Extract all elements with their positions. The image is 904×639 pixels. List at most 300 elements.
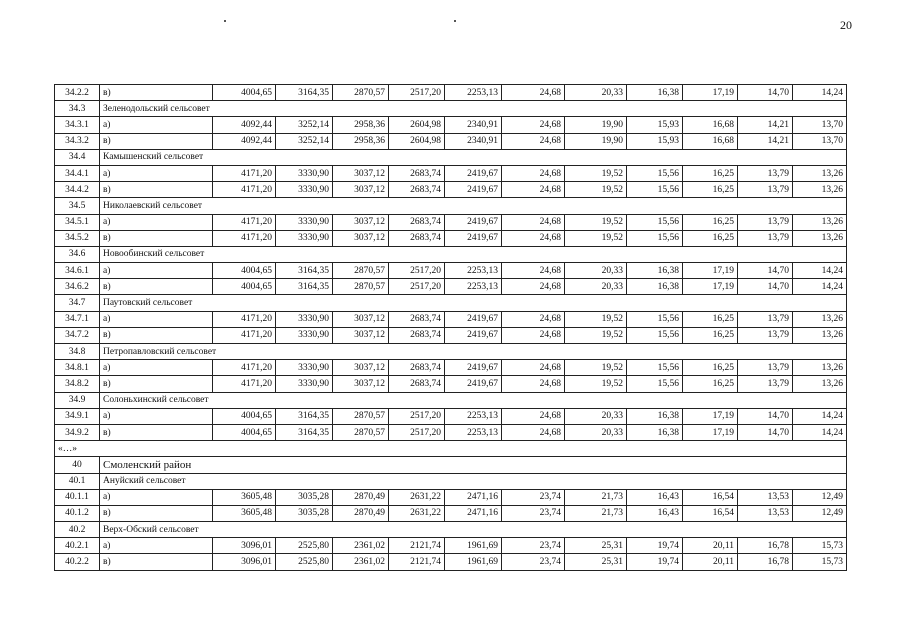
value-cell: 4171,20 xyxy=(213,311,276,327)
value-cell: 14,24 xyxy=(793,263,847,279)
section-row xyxy=(55,246,847,262)
value-cell: 13,79 xyxy=(738,376,793,392)
value-cell: 16,38 xyxy=(627,424,683,440)
value-cell: 4171,20 xyxy=(213,182,276,198)
row-label: в) xyxy=(100,279,213,295)
table-row xyxy=(55,85,847,101)
value-cell: 15,56 xyxy=(627,165,683,181)
value-cell: 2419,67 xyxy=(445,165,502,181)
value-cell: 2870,57 xyxy=(333,424,389,440)
section-title: Камышенский сельсовет xyxy=(100,149,847,165)
value-cell: 3037,12 xyxy=(333,230,389,246)
value-cell: 3037,12 xyxy=(333,376,389,392)
table-row xyxy=(55,133,847,149)
table-row xyxy=(55,165,847,181)
row-code: 40.1.2 xyxy=(55,505,100,521)
table-row xyxy=(55,554,847,570)
section-title: Паутовский сельсовет xyxy=(100,295,847,311)
value-cell: 24,68 xyxy=(502,311,565,327)
value-cell: 13,79 xyxy=(738,311,793,327)
section-row xyxy=(55,101,847,117)
value-cell: 2870,49 xyxy=(333,505,389,521)
value-cell: 16,68 xyxy=(683,117,738,133)
value-cell: 24,68 xyxy=(502,85,565,101)
value-cell: 24,68 xyxy=(502,263,565,279)
value-cell: 13,79 xyxy=(738,360,793,376)
section-row xyxy=(55,392,847,408)
value-cell: 2631,22 xyxy=(389,489,445,505)
value-cell: 14,70 xyxy=(738,424,793,440)
value-cell: 2958,36 xyxy=(333,133,389,149)
section-title: Петропавловский сельсовет xyxy=(100,344,847,360)
value-cell: 2253,13 xyxy=(445,263,502,279)
section-title: Зеленодольский сельсовет xyxy=(100,101,847,117)
value-cell: 16,25 xyxy=(683,182,738,198)
value-cell: 20,33 xyxy=(565,408,627,424)
section-code: 40.2 xyxy=(55,522,100,538)
value-cell: 14,70 xyxy=(738,263,793,279)
value-cell: 13,26 xyxy=(793,327,847,343)
section-title: Новообинский сельсовет xyxy=(100,246,847,262)
ellipsis-row xyxy=(55,441,847,457)
value-cell: 3330,90 xyxy=(276,376,333,392)
value-cell: 15,73 xyxy=(793,538,847,554)
value-cell: 24,68 xyxy=(502,424,565,440)
value-cell: 16,25 xyxy=(683,230,738,246)
value-cell: 3252,14 xyxy=(276,117,333,133)
value-cell: 2419,67 xyxy=(445,182,502,198)
row-label: в) xyxy=(100,505,213,521)
value-cell: 13,26 xyxy=(793,182,847,198)
value-cell: 19,52 xyxy=(565,230,627,246)
value-cell: 3037,12 xyxy=(333,165,389,181)
value-cell: 3037,12 xyxy=(333,327,389,343)
value-cell: 3035,28 xyxy=(276,489,333,505)
value-cell: 2121,74 xyxy=(389,538,445,554)
value-cell: 14,70 xyxy=(738,279,793,295)
scan-dot xyxy=(454,20,456,22)
value-cell: 16,78 xyxy=(738,554,793,570)
value-cell: 13,79 xyxy=(738,165,793,181)
value-cell: 3164,35 xyxy=(276,263,333,279)
value-cell: 17,19 xyxy=(683,424,738,440)
table-row xyxy=(55,408,847,424)
section-row xyxy=(55,344,847,360)
section-row xyxy=(55,473,847,489)
value-cell: 2517,20 xyxy=(389,263,445,279)
value-cell: 20,33 xyxy=(565,424,627,440)
value-cell: 13,79 xyxy=(738,182,793,198)
row-code: 34.4.1 xyxy=(55,165,100,181)
value-cell: 3330,90 xyxy=(276,214,333,230)
district-row xyxy=(55,457,847,473)
row-code: 34.2.2 xyxy=(55,85,100,101)
value-cell: 14,24 xyxy=(793,279,847,295)
value-cell: 3035,28 xyxy=(276,505,333,521)
value-cell: 20,33 xyxy=(565,263,627,279)
value-cell: 19,74 xyxy=(627,554,683,570)
row-label: а) xyxy=(100,165,213,181)
value-cell: 4171,20 xyxy=(213,214,276,230)
row-code: 40.1.1 xyxy=(55,489,100,505)
table-row xyxy=(55,505,847,521)
value-cell: 12,49 xyxy=(793,489,847,505)
value-cell: 15,56 xyxy=(627,327,683,343)
row-code: 34.8.2 xyxy=(55,376,100,392)
value-cell: 23,74 xyxy=(502,538,565,554)
value-cell: 2683,74 xyxy=(389,214,445,230)
table-row xyxy=(55,360,847,376)
value-cell: 4004,65 xyxy=(213,424,276,440)
row-label: в) xyxy=(100,133,213,149)
value-cell: 16,38 xyxy=(627,85,683,101)
value-cell: 13,26 xyxy=(793,360,847,376)
value-cell: 4171,20 xyxy=(213,230,276,246)
page-number: 20 xyxy=(840,18,852,32)
table-row xyxy=(55,489,847,505)
value-cell: 19,52 xyxy=(565,360,627,376)
value-cell: 14,24 xyxy=(793,85,847,101)
value-cell: 4171,20 xyxy=(213,327,276,343)
value-cell: 24,68 xyxy=(502,165,565,181)
value-cell: 2340,91 xyxy=(445,133,502,149)
value-cell: 3330,90 xyxy=(276,360,333,376)
value-cell: 16,68 xyxy=(683,133,738,149)
value-cell: 23,74 xyxy=(502,554,565,570)
table-row xyxy=(55,279,847,295)
row-code: 34.3.2 xyxy=(55,133,100,149)
value-cell: 16,43 xyxy=(627,489,683,505)
value-cell: 2870,57 xyxy=(333,85,389,101)
value-cell: 2517,20 xyxy=(389,279,445,295)
value-cell: 21,73 xyxy=(565,489,627,505)
value-cell: 3605,48 xyxy=(213,505,276,521)
value-cell: 2631,22 xyxy=(389,505,445,521)
value-cell: 2683,74 xyxy=(389,327,445,343)
value-cell: 16,25 xyxy=(683,327,738,343)
row-label: а) xyxy=(100,360,213,376)
value-cell: 13,70 xyxy=(793,117,847,133)
section-row xyxy=(55,149,847,165)
value-cell: 15,56 xyxy=(627,360,683,376)
value-cell: 13,53 xyxy=(738,489,793,505)
section-code: 34.5 xyxy=(55,198,100,214)
value-cell: 2361,02 xyxy=(333,554,389,570)
value-cell: 16,78 xyxy=(738,538,793,554)
row-code: 34.7.2 xyxy=(55,327,100,343)
value-cell: 2870,57 xyxy=(333,263,389,279)
value-cell: 24,68 xyxy=(502,376,565,392)
row-label: в) xyxy=(100,182,213,198)
value-cell: 20,11 xyxy=(683,538,738,554)
value-cell: 17,19 xyxy=(683,85,738,101)
value-cell: 13,26 xyxy=(793,311,847,327)
value-cell: 13,79 xyxy=(738,230,793,246)
value-cell: 2361,02 xyxy=(333,538,389,554)
value-cell: 2683,74 xyxy=(389,376,445,392)
value-cell: 1961,69 xyxy=(445,538,502,554)
value-cell: 13,79 xyxy=(738,214,793,230)
row-code: 34.9.1 xyxy=(55,408,100,424)
value-cell: 3330,90 xyxy=(276,327,333,343)
value-cell: 13,26 xyxy=(793,376,847,392)
value-cell: 2253,13 xyxy=(445,408,502,424)
value-cell: 20,33 xyxy=(565,279,627,295)
value-cell: 21,73 xyxy=(565,505,627,521)
value-cell: 24,68 xyxy=(502,214,565,230)
value-cell: 19,52 xyxy=(565,182,627,198)
value-cell: 24,68 xyxy=(502,327,565,343)
table-row xyxy=(55,263,847,279)
value-cell: 2683,74 xyxy=(389,360,445,376)
value-cell: 2870,49 xyxy=(333,489,389,505)
value-cell: 13,70 xyxy=(793,133,847,149)
value-cell: 3096,01 xyxy=(213,554,276,570)
value-cell: 3330,90 xyxy=(276,182,333,198)
value-cell: 25,31 xyxy=(565,554,627,570)
row-code: 34.7.1 xyxy=(55,311,100,327)
value-cell: 24,68 xyxy=(502,117,565,133)
value-cell: 2683,74 xyxy=(389,182,445,198)
table-row xyxy=(55,376,847,392)
row-label: а) xyxy=(100,538,213,554)
table-row xyxy=(55,311,847,327)
value-cell: 4171,20 xyxy=(213,376,276,392)
value-cell: 24,68 xyxy=(502,360,565,376)
value-cell: 15,56 xyxy=(627,230,683,246)
value-cell: 2419,67 xyxy=(445,376,502,392)
value-cell: 4171,20 xyxy=(213,360,276,376)
value-cell: 3605,48 xyxy=(213,489,276,505)
value-cell: 13,26 xyxy=(793,214,847,230)
section-code: 34.7 xyxy=(55,295,100,311)
value-cell: 19,90 xyxy=(565,133,627,149)
value-cell: 3164,35 xyxy=(276,408,333,424)
value-cell: 16,25 xyxy=(683,311,738,327)
value-cell: 3037,12 xyxy=(333,214,389,230)
section-code: 40.1 xyxy=(55,473,100,489)
table-row xyxy=(55,327,847,343)
value-cell: 16,38 xyxy=(627,263,683,279)
row-code: 34.6.1 xyxy=(55,263,100,279)
value-cell: 13,26 xyxy=(793,230,847,246)
value-cell: 16,25 xyxy=(683,214,738,230)
table-row xyxy=(55,182,847,198)
section-title: Верх-Обский сельсовет xyxy=(100,522,847,538)
section-title: Ануйский сельсовет xyxy=(100,473,847,489)
value-cell: 16,38 xyxy=(627,408,683,424)
value-cell: 2683,74 xyxy=(389,230,445,246)
value-cell: 3330,90 xyxy=(276,230,333,246)
tariff-table xyxy=(54,84,847,571)
row-label: в) xyxy=(100,85,213,101)
value-cell: 16,54 xyxy=(683,505,738,521)
row-label: а) xyxy=(100,263,213,279)
value-cell: 4004,65 xyxy=(213,85,276,101)
value-cell: 4004,65 xyxy=(213,408,276,424)
value-cell: 23,74 xyxy=(502,505,565,521)
value-cell: 16,54 xyxy=(683,489,738,505)
value-cell: 17,19 xyxy=(683,408,738,424)
value-cell: 3037,12 xyxy=(333,360,389,376)
section-row xyxy=(55,198,847,214)
value-cell: 2604,98 xyxy=(389,117,445,133)
value-cell: 3164,35 xyxy=(276,85,333,101)
value-cell: 19,90 xyxy=(565,117,627,133)
row-label: в) xyxy=(100,376,213,392)
section-title: Смоленский район xyxy=(100,457,847,473)
row-code: 40.2.2 xyxy=(55,554,100,570)
value-cell: 24,68 xyxy=(502,230,565,246)
value-cell: 2253,13 xyxy=(445,85,502,101)
value-cell: 14,24 xyxy=(793,424,847,440)
value-cell: 2121,74 xyxy=(389,554,445,570)
ellipsis-mark: «…» xyxy=(55,441,847,457)
value-cell: 2340,91 xyxy=(445,117,502,133)
value-cell: 25,31 xyxy=(565,538,627,554)
value-cell: 3252,14 xyxy=(276,133,333,149)
row-label: а) xyxy=(100,311,213,327)
value-cell: 14,24 xyxy=(793,408,847,424)
value-cell: 17,19 xyxy=(683,263,738,279)
value-cell: 14,21 xyxy=(738,133,793,149)
row-label: в) xyxy=(100,327,213,343)
value-cell: 16,43 xyxy=(627,505,683,521)
value-cell: 4092,44 xyxy=(213,133,276,149)
value-cell: 4004,65 xyxy=(213,263,276,279)
table-row xyxy=(55,230,847,246)
value-cell: 2471,16 xyxy=(445,489,502,505)
row-label: а) xyxy=(100,408,213,424)
value-cell: 2870,57 xyxy=(333,279,389,295)
value-cell: 2517,20 xyxy=(389,408,445,424)
value-cell: 19,52 xyxy=(565,311,627,327)
section-row xyxy=(55,295,847,311)
value-cell: 19,52 xyxy=(565,165,627,181)
value-cell: 2517,20 xyxy=(389,85,445,101)
value-cell: 3330,90 xyxy=(276,165,333,181)
value-cell: 16,25 xyxy=(683,376,738,392)
value-cell: 19,52 xyxy=(565,214,627,230)
value-cell: 2870,57 xyxy=(333,408,389,424)
section-code: 34.3 xyxy=(55,101,100,117)
value-cell: 16,25 xyxy=(683,360,738,376)
row-label: а) xyxy=(100,117,213,133)
section-code: 40 xyxy=(55,457,100,473)
row-code: 40.2.1 xyxy=(55,538,100,554)
value-cell: 16,38 xyxy=(627,279,683,295)
row-label: а) xyxy=(100,214,213,230)
value-cell: 17,19 xyxy=(683,279,738,295)
scan-dot xyxy=(224,20,226,22)
row-label: в) xyxy=(100,424,213,440)
value-cell: 2419,67 xyxy=(445,230,502,246)
value-cell: 2253,13 xyxy=(445,279,502,295)
value-cell: 24,68 xyxy=(502,408,565,424)
value-cell: 16,25 xyxy=(683,165,738,181)
section-title: Николаевский сельсовет xyxy=(100,198,847,214)
section-code: 34.6 xyxy=(55,246,100,262)
table-row xyxy=(55,214,847,230)
value-cell: 13,26 xyxy=(793,165,847,181)
value-cell: 15,56 xyxy=(627,182,683,198)
table-row xyxy=(55,117,847,133)
row-code: 34.5.1 xyxy=(55,214,100,230)
value-cell: 2525,80 xyxy=(276,538,333,554)
value-cell: 13,53 xyxy=(738,505,793,521)
value-cell: 24,68 xyxy=(502,279,565,295)
section-code: 34.8 xyxy=(55,344,100,360)
value-cell: 15,56 xyxy=(627,311,683,327)
value-cell: 15,56 xyxy=(627,214,683,230)
value-cell: 2253,13 xyxy=(445,424,502,440)
value-cell: 2958,36 xyxy=(333,117,389,133)
value-cell: 24,68 xyxy=(502,182,565,198)
value-cell: 2471,16 xyxy=(445,505,502,521)
value-cell: 2419,67 xyxy=(445,327,502,343)
value-cell: 12,49 xyxy=(793,505,847,521)
table-body xyxy=(55,85,847,571)
table-row xyxy=(55,538,847,554)
value-cell: 3164,35 xyxy=(276,279,333,295)
section-title: Солоньхинский сельсовет xyxy=(100,392,847,408)
value-cell: 19,52 xyxy=(565,376,627,392)
section-code: 34.4 xyxy=(55,149,100,165)
row-code: 34.5.2 xyxy=(55,230,100,246)
row-label: в) xyxy=(100,230,213,246)
value-cell: 14,21 xyxy=(738,117,793,133)
value-cell: 4171,20 xyxy=(213,165,276,181)
value-cell: 13,79 xyxy=(738,327,793,343)
section-row xyxy=(55,522,847,538)
value-cell: 2604,98 xyxy=(389,133,445,149)
value-cell: 24,68 xyxy=(502,133,565,149)
value-cell: 19,52 xyxy=(565,327,627,343)
value-cell: 2683,74 xyxy=(389,311,445,327)
row-code: 34.8.1 xyxy=(55,360,100,376)
value-cell: 15,73 xyxy=(793,554,847,570)
value-cell: 14,70 xyxy=(738,85,793,101)
row-label: в) xyxy=(100,554,213,570)
value-cell: 19,74 xyxy=(627,538,683,554)
value-cell: 4004,65 xyxy=(213,279,276,295)
value-cell: 1961,69 xyxy=(445,554,502,570)
value-cell: 15,56 xyxy=(627,376,683,392)
value-cell: 2517,20 xyxy=(389,424,445,440)
value-cell: 2419,67 xyxy=(445,311,502,327)
value-cell: 3164,35 xyxy=(276,424,333,440)
value-cell: 2419,67 xyxy=(445,360,502,376)
value-cell: 14,70 xyxy=(738,408,793,424)
table-row xyxy=(55,424,847,440)
value-cell: 15,93 xyxy=(627,133,683,149)
value-cell: 15,93 xyxy=(627,117,683,133)
value-cell: 23,74 xyxy=(502,489,565,505)
row-code: 34.3.1 xyxy=(55,117,100,133)
row-label: а) xyxy=(100,489,213,505)
row-code: 34.9.2 xyxy=(55,424,100,440)
value-cell: 20,33 xyxy=(565,85,627,101)
section-code: 34.9 xyxy=(55,392,100,408)
value-cell: 4092,44 xyxy=(213,117,276,133)
value-cell: 3037,12 xyxy=(333,182,389,198)
row-code: 34.6.2 xyxy=(55,279,100,295)
row-code: 34.4.2 xyxy=(55,182,100,198)
value-cell: 2525,80 xyxy=(276,554,333,570)
value-cell: 2683,74 xyxy=(389,165,445,181)
value-cell: 3037,12 xyxy=(333,311,389,327)
value-cell: 2419,67 xyxy=(445,214,502,230)
